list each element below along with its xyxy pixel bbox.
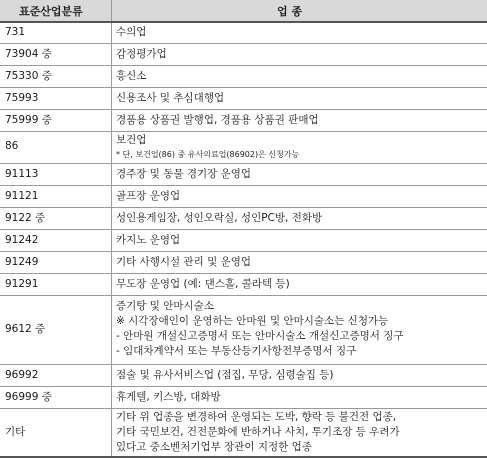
row-code: 86 <box>5 140 19 152</box>
row-code: 91291 <box>5 278 39 290</box>
row-subline: - 안마원 개설신고증명서 또는 안마시술소 개설신고증명서 징구 <box>116 330 404 342</box>
row-subline: - 임대차계약서 또는 부동산등기사항전부증명서 징구 <box>116 345 357 357</box>
row-code: 96999 중 <box>5 391 52 403</box>
row-industry: 점술 및 유사서비스업 (점집, 무당, 심령술집 등) <box>116 369 334 381</box>
row-code: 96992 <box>5 369 39 381</box>
row-industry: 경품용 상품권 발행업, 경품용 상품권 판매업 <box>116 114 319 126</box>
row-note: * 단, 보건업(86) 중 유사의료업(86902)은 신청가능 <box>116 150 300 159</box>
row-code: 9612 중 <box>5 323 46 335</box>
row-code: 731 <box>5 26 26 38</box>
row-code: 91113 <box>5 168 39 180</box>
row-industry-line: 있다고 중소벤처기업부 장관이 지정한 업종 <box>116 441 312 453</box>
row-code: 75993 <box>5 92 39 104</box>
row-subline: ※ 시각장애인이 운영하는 안마원 및 안마시술소는 신청가능 <box>116 315 389 327</box>
row-code: 91249 <box>5 256 39 268</box>
row-industry-line: 기타 위 업종을 변경하여 운영되는 도박, 향락 등 불건전 업종, <box>116 411 397 423</box>
row-industry: 증기탕 및 안마시술소 <box>116 300 214 312</box>
header-col-code: 표준산업분류 <box>19 5 83 18</box>
row-industry-line: 기타 국민보건, 건전문화에 반하거나 사치, 투기조장 등 우려가 <box>116 426 400 438</box>
row-industry: 카지노 운영업 <box>116 234 181 246</box>
row-industry: 신용조사 및 추심대행업 <box>116 92 225 104</box>
row-industry: 성인용게임장, 성인오락실, 성인PC방, 전화방 <box>116 212 323 224</box>
row-industry: 경주장 및 동물 경기장 운영업 <box>116 168 252 180</box>
row-code: 91121 <box>5 190 39 202</box>
row-industry: 보건업 <box>116 134 147 146</box>
row-industry: 무도장 운영업 (예: 댄스홀, 콜라텍 등) <box>116 278 290 290</box>
row-industry: 흥신소 <box>116 70 147 82</box>
row-code: 기타 <box>5 426 26 438</box>
row-code: 75999 중 <box>5 114 52 126</box>
row-code: 91242 <box>5 234 39 246</box>
row-code: 75330 중 <box>5 70 52 82</box>
row-industry: 감정평가업 <box>116 48 167 60</box>
row-code: 73904 중 <box>5 48 52 60</box>
row-industry: 휴게텔, 키스방, 대화방 <box>116 391 221 403</box>
row-industry: 수의업 <box>116 26 147 38</box>
row-industry: 골프장 운영업 <box>116 190 181 202</box>
row-industry: 기타 사행시설 관리 및 운영업 <box>116 256 252 268</box>
header-col-industry: 업 종 <box>277 5 303 18</box>
row-code: 9122 중 <box>5 212 46 224</box>
